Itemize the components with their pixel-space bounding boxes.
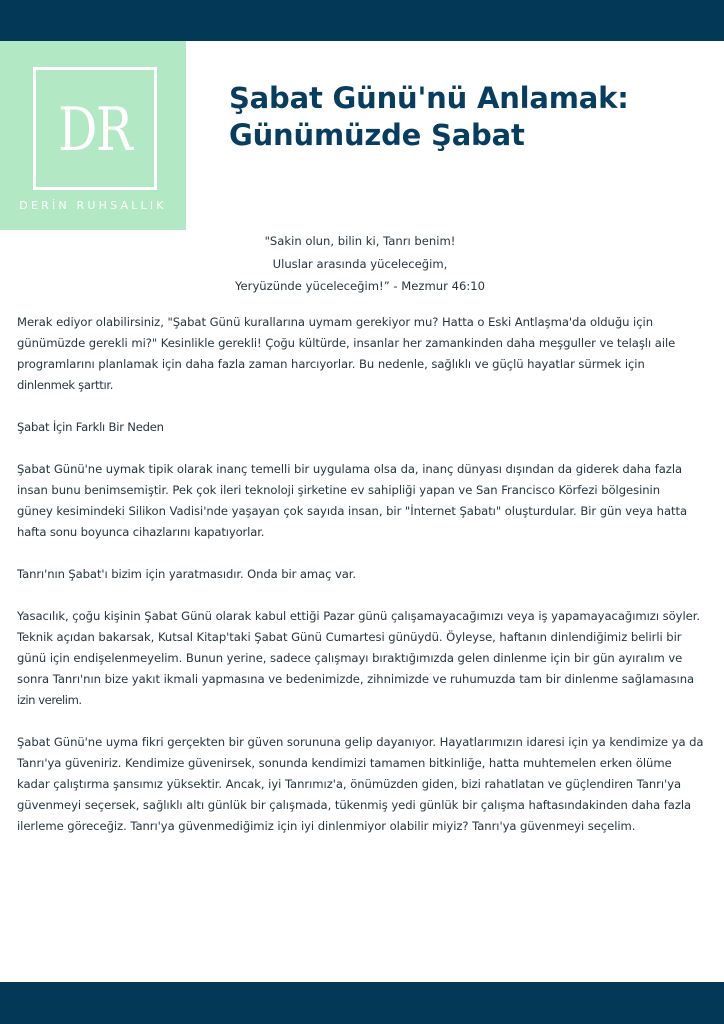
logo-frame — [33, 67, 157, 190]
quote-line: "Sakin olun, bilin ki, Tanrı benim! — [264, 234, 456, 248]
header-bar — [0, 0, 724, 41]
quote-line: Yeryüzünde yüceleceğim!” - Mezmur 46:10 — [235, 279, 485, 293]
text-line: Şabat Günü'ne uyma fikri gerçekten bir güven sorununa gelip dayanıyor. Hayatlarımızın idaresi için ya kendimize ya da — [17, 735, 704, 749]
text-line: Teknik açıdan bakarsak, Kutsal Kitap'taki Şabat Günü Cumartesi günüydü. Öyleyse, haftanın dinlendiğimiz belirli bir — [17, 630, 682, 644]
text-line: Merak ediyor olabilirsiniz, "Şabat Günü kurallarına uymam gerekiyor mu? Hatta o Eski Antlaşma'da olduğu için — [17, 315, 653, 329]
text-line: Şabat İçin Farklı Bir Neden — [17, 420, 164, 434]
text-line: Yasacılık, çoğu kişinin Şabat Günü olarak kabul ettiği Pazar günü çalışamayacağımızı veya iş yapamayacağımızı söyler. — [17, 609, 701, 623]
paragraph — [17, 564, 717, 585]
text-line: programlarını planlamak için daha fazla zaman harcıyorlar. Bu nedenle, sağlıklı ve güçlü hayatlar sürmek için — [17, 357, 645, 371]
text-line: izin verelim. — [17, 693, 82, 707]
article-body — [17, 312, 717, 858]
text-line: hafta sonu boyunca cihazlarını kapatıyorlar. — [17, 525, 265, 539]
scripture-quote — [200, 230, 520, 298]
text-line: günümüzde gerekli mi?" Kesinlikle gerekli! Çoğu kültürde, insanlar her zamankinden daha meşguller ve telaşlı aile — [17, 336, 676, 350]
paragraph — [17, 732, 717, 837]
text-line: ilerleme göreceğiz. Tanrı'ya güvenmediğimiz için iyi dinlenmiyor olabilir miyiz? Tanrı'ya güvenmeyi seçelim. — [17, 819, 636, 833]
quote-line: Uluslar arasında yüceleceğim, — [272, 256, 448, 271]
paragraph — [17, 459, 717, 543]
logo-monogram: DR — [58, 94, 132, 165]
section-heading — [17, 417, 717, 438]
text-line: güney kesimindeki Silikon Vadisi'nde yaşayan çok sayıda insan, bir "İnternet Şabatı" oluşturdular. Bir gün veya hatta — [17, 504, 688, 518]
text-line: günü için endişelenmeyelim. Bunun yerine, sadece çalışmayı bıraktığımızda gelen dinlenme için bir gün ayıralım ve — [17, 651, 683, 665]
text-line: Şabat Günü'ne uymak tipik olarak inanç temelli bir uygulama olsa da, inanç dünyası dışından da giderek daha fazla — [17, 462, 683, 476]
text-line: güvenmeyi seçersek, sağlıklı altı günlük bir çalışmada, tükenmiş yedi günlük bir çalışma haftasındakinden daha fazla — [17, 798, 692, 812]
text-line: Tanrı'ya güveniriz. Kendimize güvenirsek, sonunda kendimizi tamamen bitkinliğe, hatta muhtemelen erken ölüme — [17, 756, 672, 770]
intro-paragraph — [17, 312, 717, 396]
page-title-line: Şabat Günü'nü Anlamak: — [229, 81, 629, 115]
paragraph — [17, 606, 717, 711]
text-line: sonra Tanrı'nın bize yakıt ikmali yapmasına ve bedenimizde, zihnimizde ve ruhumuzda tam bir dinlenme sağlamasına — [17, 672, 695, 686]
text-line: Tanrı'nın Şabat'ı bizim için yaratmasıdır. Onda bir amaç var. — [17, 567, 356, 581]
text-line: insan bunu benimsemiştir. Pek çok ileri teknoloji şirketine ev sahipliği yapan ve San Francisco Körfezi bölgesinin — [17, 483, 661, 497]
logo-wordmark: DERİN RUHSALLIK — [19, 199, 167, 212]
text-line: kadar çalıştırma şansımız yüksektir. Ancak, iyi Tanrımız'a, önümüzden giden, bizi rahatlatan ve güçlendiren Tanrı'ya — [17, 777, 682, 791]
logo — [0, 41, 186, 230]
page-title-line: Günümüzde Şabat — [229, 118, 525, 152]
text-line: dinlenmek şarttır. — [17, 378, 114, 392]
page-title — [229, 80, 709, 154]
footer-bar — [0, 982, 724, 1024]
